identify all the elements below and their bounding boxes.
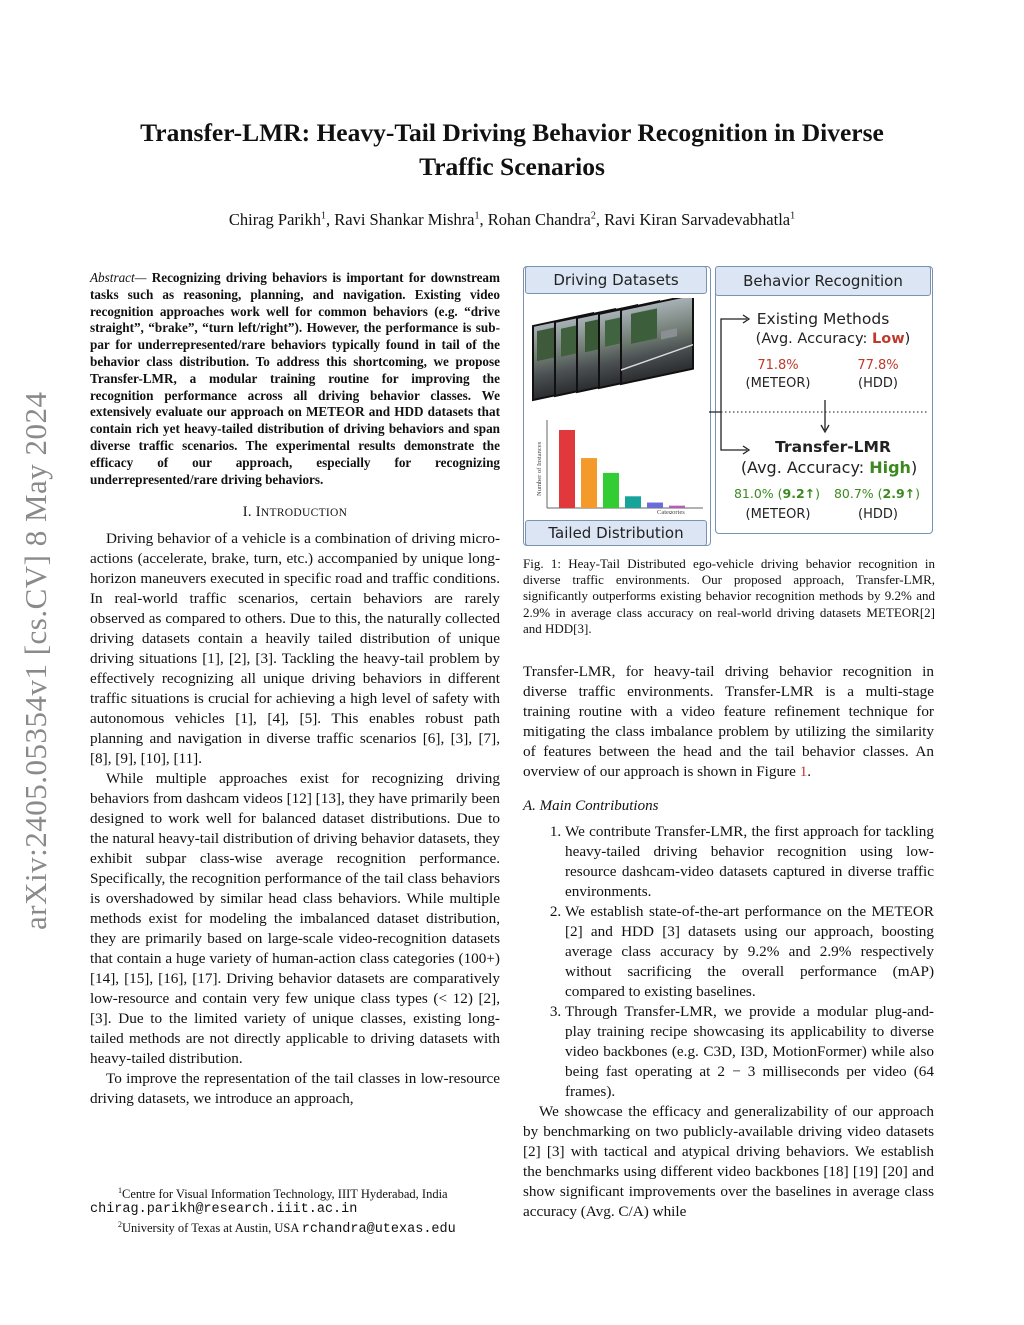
x-axis-label: Categories xyxy=(657,509,685,514)
distribution-bar xyxy=(669,506,685,508)
intro-paragraph-3: To improve the representation of the tail classes in low-resource driving datasets, we introduce an approach, xyxy=(90,1070,500,1108)
footnote-2: $^2$University of Texas at Austin, USA rchandra@utexas.edu xyxy=(118,1220,456,1238)
list-item: 2. We establish state-of-the-art performance on the METEOR [2] and HDD [3] datasets using our approach, boosting average class accuracy by 9.2% and 2.9% respectively without sacrificing the overall performance (mAP) compared to existing baselines. xyxy=(565,902,934,1002)
paper-title xyxy=(90,116,934,184)
subsection-main-contributions: A. Main Contributions xyxy=(523,798,659,814)
distribution-bar xyxy=(625,496,641,508)
transfer-lmr-subtitle: (Avg. Accuracy: High) xyxy=(740,458,918,477)
right-paragraph-2: We showcase the efficacy and generalizability of our approach by benchmarking on two publicly-available driving video datasets [2] [3] with tactical and atypical driving behaviors. We establish the benchmarks using different video backbones [18] [19] [20] and show significant improvements over the baselines in average class accuracy (Avg. C/A) while xyxy=(523,1103,934,1220)
footnotes xyxy=(90,1183,502,1237)
left-column xyxy=(90,270,500,1109)
low-label: Low xyxy=(872,331,905,347)
intro-paragraph-2: While multiple approaches exist for recognizing driving behaviors from dashcam videos [12] [13], they have primarily been designed to work well for balanced dataset distributions. Due to the natural heavy-tail distribution of driving behavior datasets, they exhibit subpar class-wise average recognition performance. Specifically, the recognition performance of the tail class behaviors is overshadowed by similar head class behaviors. While multiple methods exist for modeling the imbalanced dataset distribution, they are primarily based on large-scale video-recognition datasets that contain a huge variety of human-action class categories (100+) [14], [15], [16], [17]. Driving behavior datasets are comparatively low-resource and contain very few unique class types (< 12) [2], [3]. Due to the limited variety of unique classes, existing long-tailed methods are not directly applicable to driving datasets with heavy-tailed distribution. xyxy=(90,770,500,1068)
footnote-1-email: chirag.parikh@research.iiit.ac.in xyxy=(90,1202,358,1218)
video-frame xyxy=(621,298,693,384)
arxiv-identifier: arXiv:2405.05354v1 [cs.CV] 8 May 2024 xyxy=(18,391,53,930)
figure-caption: Fig. 1: Heay-Tail Distributed ego-vehicle driving behavior recognition in diverse traffic environments. Our proposed approach, Transfer-LMR, significantly outperforms existing behavior recognition methods by 9.2% and 2.9% in average class accuracy on real-world driving datasets METEOR[2] and HDD[3]. xyxy=(523,556,935,636)
existing-hdd-label: (HDD) xyxy=(858,376,898,391)
transfer-meteor-accuracy: 81.0% (9.2↑) xyxy=(733,486,821,501)
distribution-bar xyxy=(647,503,663,508)
transfer-meteor-label: (METEOR) xyxy=(745,507,811,522)
transfer-hdd-accuracy: 80.7% (2.9↑) xyxy=(833,486,921,501)
existing-methods-subtitle: (Avg. Accuracy: Low) xyxy=(755,331,911,347)
behavior-recognition-title: Behavior Recognition xyxy=(715,266,931,296)
title-line-2: Traffic Scenarios xyxy=(419,152,605,181)
y-axis-label: Number of Instances xyxy=(536,441,543,496)
author-list: Chirag Parikh$^1$, Ravi Shankar Mishra$^1$, Rohan Chandra$^2$, Ravi Kiran Sarvadevabhatla$^1$ xyxy=(228,210,796,229)
high-label: High xyxy=(869,458,911,477)
footnote-2-email: rchandra@utexas.edu xyxy=(301,1222,456,1238)
title-line-1: Transfer-LMR: Heavy-Tail Driving Behavior Recognition in Diverse xyxy=(140,118,884,147)
distribution-bar xyxy=(559,430,575,508)
abstract-label: Abstract— xyxy=(90,270,147,285)
transfer-lmr-title: Transfer-LMR xyxy=(775,438,891,456)
abstract-text: Recognizing driving behaviors is important for downstream tasks such as reasoning, planning, and navigation. Existing video recognition approaches work well for common behaviors (e.g. “drive straight”, “brake”, “turn left/right”). However, the performance is sub-par for underrepresented/rare behaviors typically found in tail of the behavior class distribution. To address this shortcoming, we propose Transfer-LMR, a modular training routine for improving the recognition performance across all driving behavior classes. We extensively evaluate our approach on METEOR and HDD datasets that contain rich yet heavy-tailed distribution of driving behaviors and span diverse traffic scenarios. The experimental results demonstrate the efficacy of our approach, especially for recognizing underrepresented/rare driving behaviors. xyxy=(90,270,501,487)
figure-ref-link[interactable]: 1 xyxy=(799,763,808,780)
figure-1 xyxy=(523,264,935,546)
intro-paragraph-1: Driving behavior of a vehicle is a combination of driving micro-actions (accelerate, brake, turn, etc.) accompanied by unique long-horizon maneuvers executed in specific road and traffic conditions. In real-world traffic scenarios, certain behaviors are rarely observed as compared to others. Due to this, the naturally collected driving datasets contain a heavily tailed distribution of unique driving situations [1], [2], [3]. Tackling the heavy-tail problem by effectively recognizing all unique driving behaviors in different traffic situations is crucial for achieving a high level of safety with autonomous vehicles [1], [4], [5]. This enables robust path planning and navigation in diverse traffic scenarios [6], [3], [7], [8], [9], [10], [11]. xyxy=(90,530,500,768)
contributions-list xyxy=(523,822,934,1102)
author: Chirag Parikh xyxy=(228,210,321,229)
author: Rohan Chandra xyxy=(487,210,591,229)
right-paragraph-1: Transfer-LMR, for heavy-tail driving behavior recognition in diverse traffic environments. Transfer-LMR is a multi-stage training routine with a video feature refinement technique for mitigating the class imbalance problem by utilizing the similarity of features between the head and the tail behavior classes. An overview of our approach is shown in Figure 1. xyxy=(523,663,934,780)
tailed-distribution-title: Tailed Distribution xyxy=(525,520,707,546)
author: Ravi Shankar Mishra xyxy=(334,210,475,229)
author: Ravi Kiran Sarvadevabhatla xyxy=(604,210,791,229)
list-item: 1. We contribute Transfer-LMR, the first approach for tackling heavy-tailed driving behavior recognition using low-resource dashcam-video datasets captured in diverse traffic environments. xyxy=(565,822,934,902)
abstract xyxy=(90,270,500,488)
right-column xyxy=(523,662,934,1222)
distribution-bar xyxy=(581,458,597,508)
tailed-distribution-chart xyxy=(531,416,705,514)
existing-meteor-label: (METEOR) xyxy=(745,376,811,391)
existing-methods-title: Existing Methods xyxy=(756,310,890,328)
video-frames-stack xyxy=(529,298,705,410)
existing-meteor-accuracy: 71.8% xyxy=(757,358,799,373)
driving-datasets-title: Driving Datasets xyxy=(525,266,707,294)
distribution-bar xyxy=(603,473,619,508)
existing-hdd-accuracy: 77.8% xyxy=(857,358,899,373)
list-item: 3. Through Transfer-LMR, we provide a modular plug-and-play training recipe showcasing its applicability to diverse video backbones (e.g. C3D, I3D, MotionFormer) while also being fast operating at 2 − 3 milliseconds per video (64 frames). xyxy=(565,1002,934,1102)
transfer-hdd-label: (HDD) xyxy=(858,507,898,522)
section-heading-introduction: I. INTRODUCTION xyxy=(242,504,348,521)
footnote-1: $^1$Centre for Visual Information Technology, IIIT Hyderabad, India xyxy=(118,1186,448,1202)
